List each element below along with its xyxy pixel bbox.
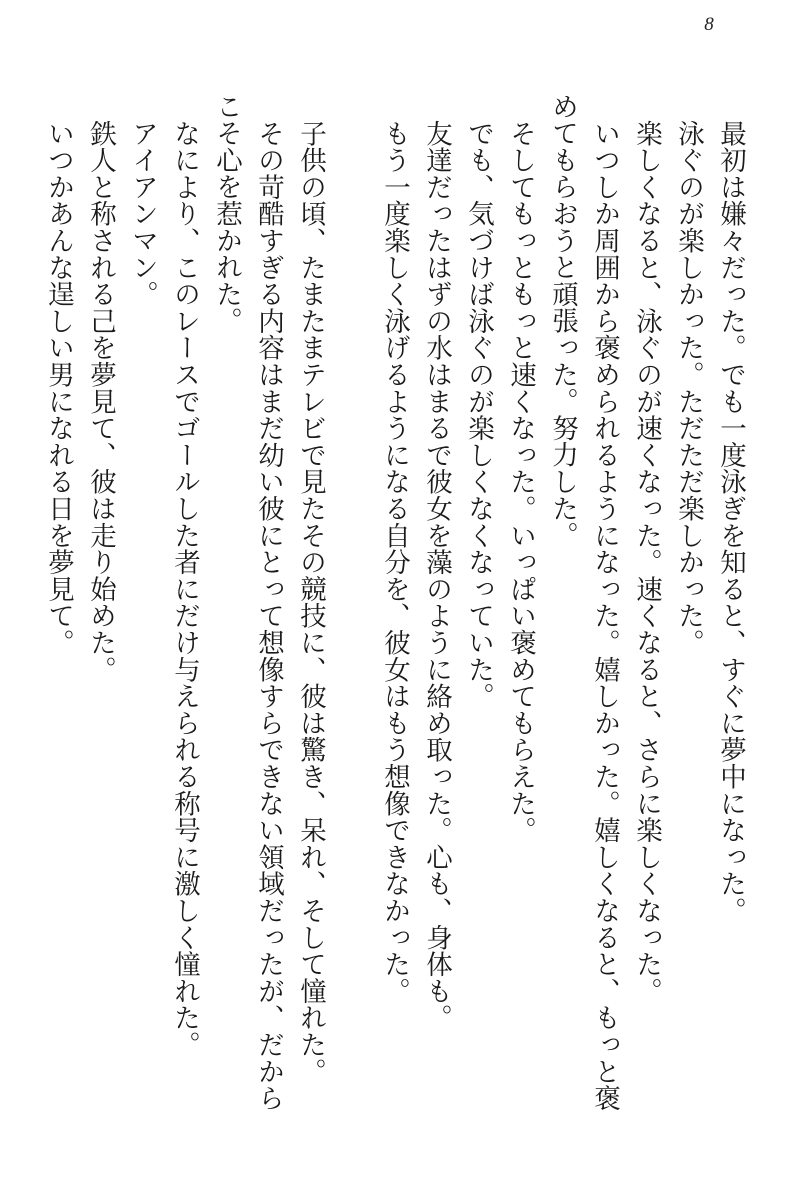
text-line: めてもらおうと頑張った。努力した。 [547,93,578,549]
text-line: 最初は嫌々だった。でも一度泳ぎを知ると、すぐに夢中になった。 [715,120,746,924]
text-line: なにより、このレースでゴールした者にだけ与えられる称号に激しく憧れた。 [169,120,200,1058]
text-line: アイアンマン。 [127,120,158,308]
text-line: 友達だったはずの水はまるで彼女を藻のように絡め取った。心も、身体も。 [421,120,452,1032]
text-line: いつかあんな逞しい男になれる日を夢見て。 [43,120,74,656]
text-line: もう一度楽しく泳げるようになる自分を、彼女はもう想像できなかった。 [379,120,410,1005]
text-line: 鉄人と称される己を夢見て、彼は走り始めた。 [85,120,116,683]
text-line: 楽しくなると、泳ぐのが速くなった。速くなると、さらに楽しくなった。 [631,120,662,1005]
text-line: でも、気づけば泳ぐのが楽しくなくなっていた。 [463,120,494,710]
text-line: 子供の頃、たまたまテレビで見たその競技に、彼は驚き、呆れ、そして憧れた。 [295,120,326,1085]
page-number: 8 [704,14,714,35]
text-line: いつしか周囲から褒められるようになった。嬉しかった。嬉しくなると、もっと褒 [589,120,620,1112]
text-line: 泳ぐのが楽しかった。ただただ楽しかった。 [673,120,704,656]
text-line: その苛酷すぎる内容はまだ幼い彼にとって想像すらできない領域だったが、だから [253,120,284,1112]
text-line: こそ心を惹かれた。 [211,93,242,335]
text-line: そしてもっともっと速くなった。いっぱい褒めてもらえた。 [505,120,536,844]
